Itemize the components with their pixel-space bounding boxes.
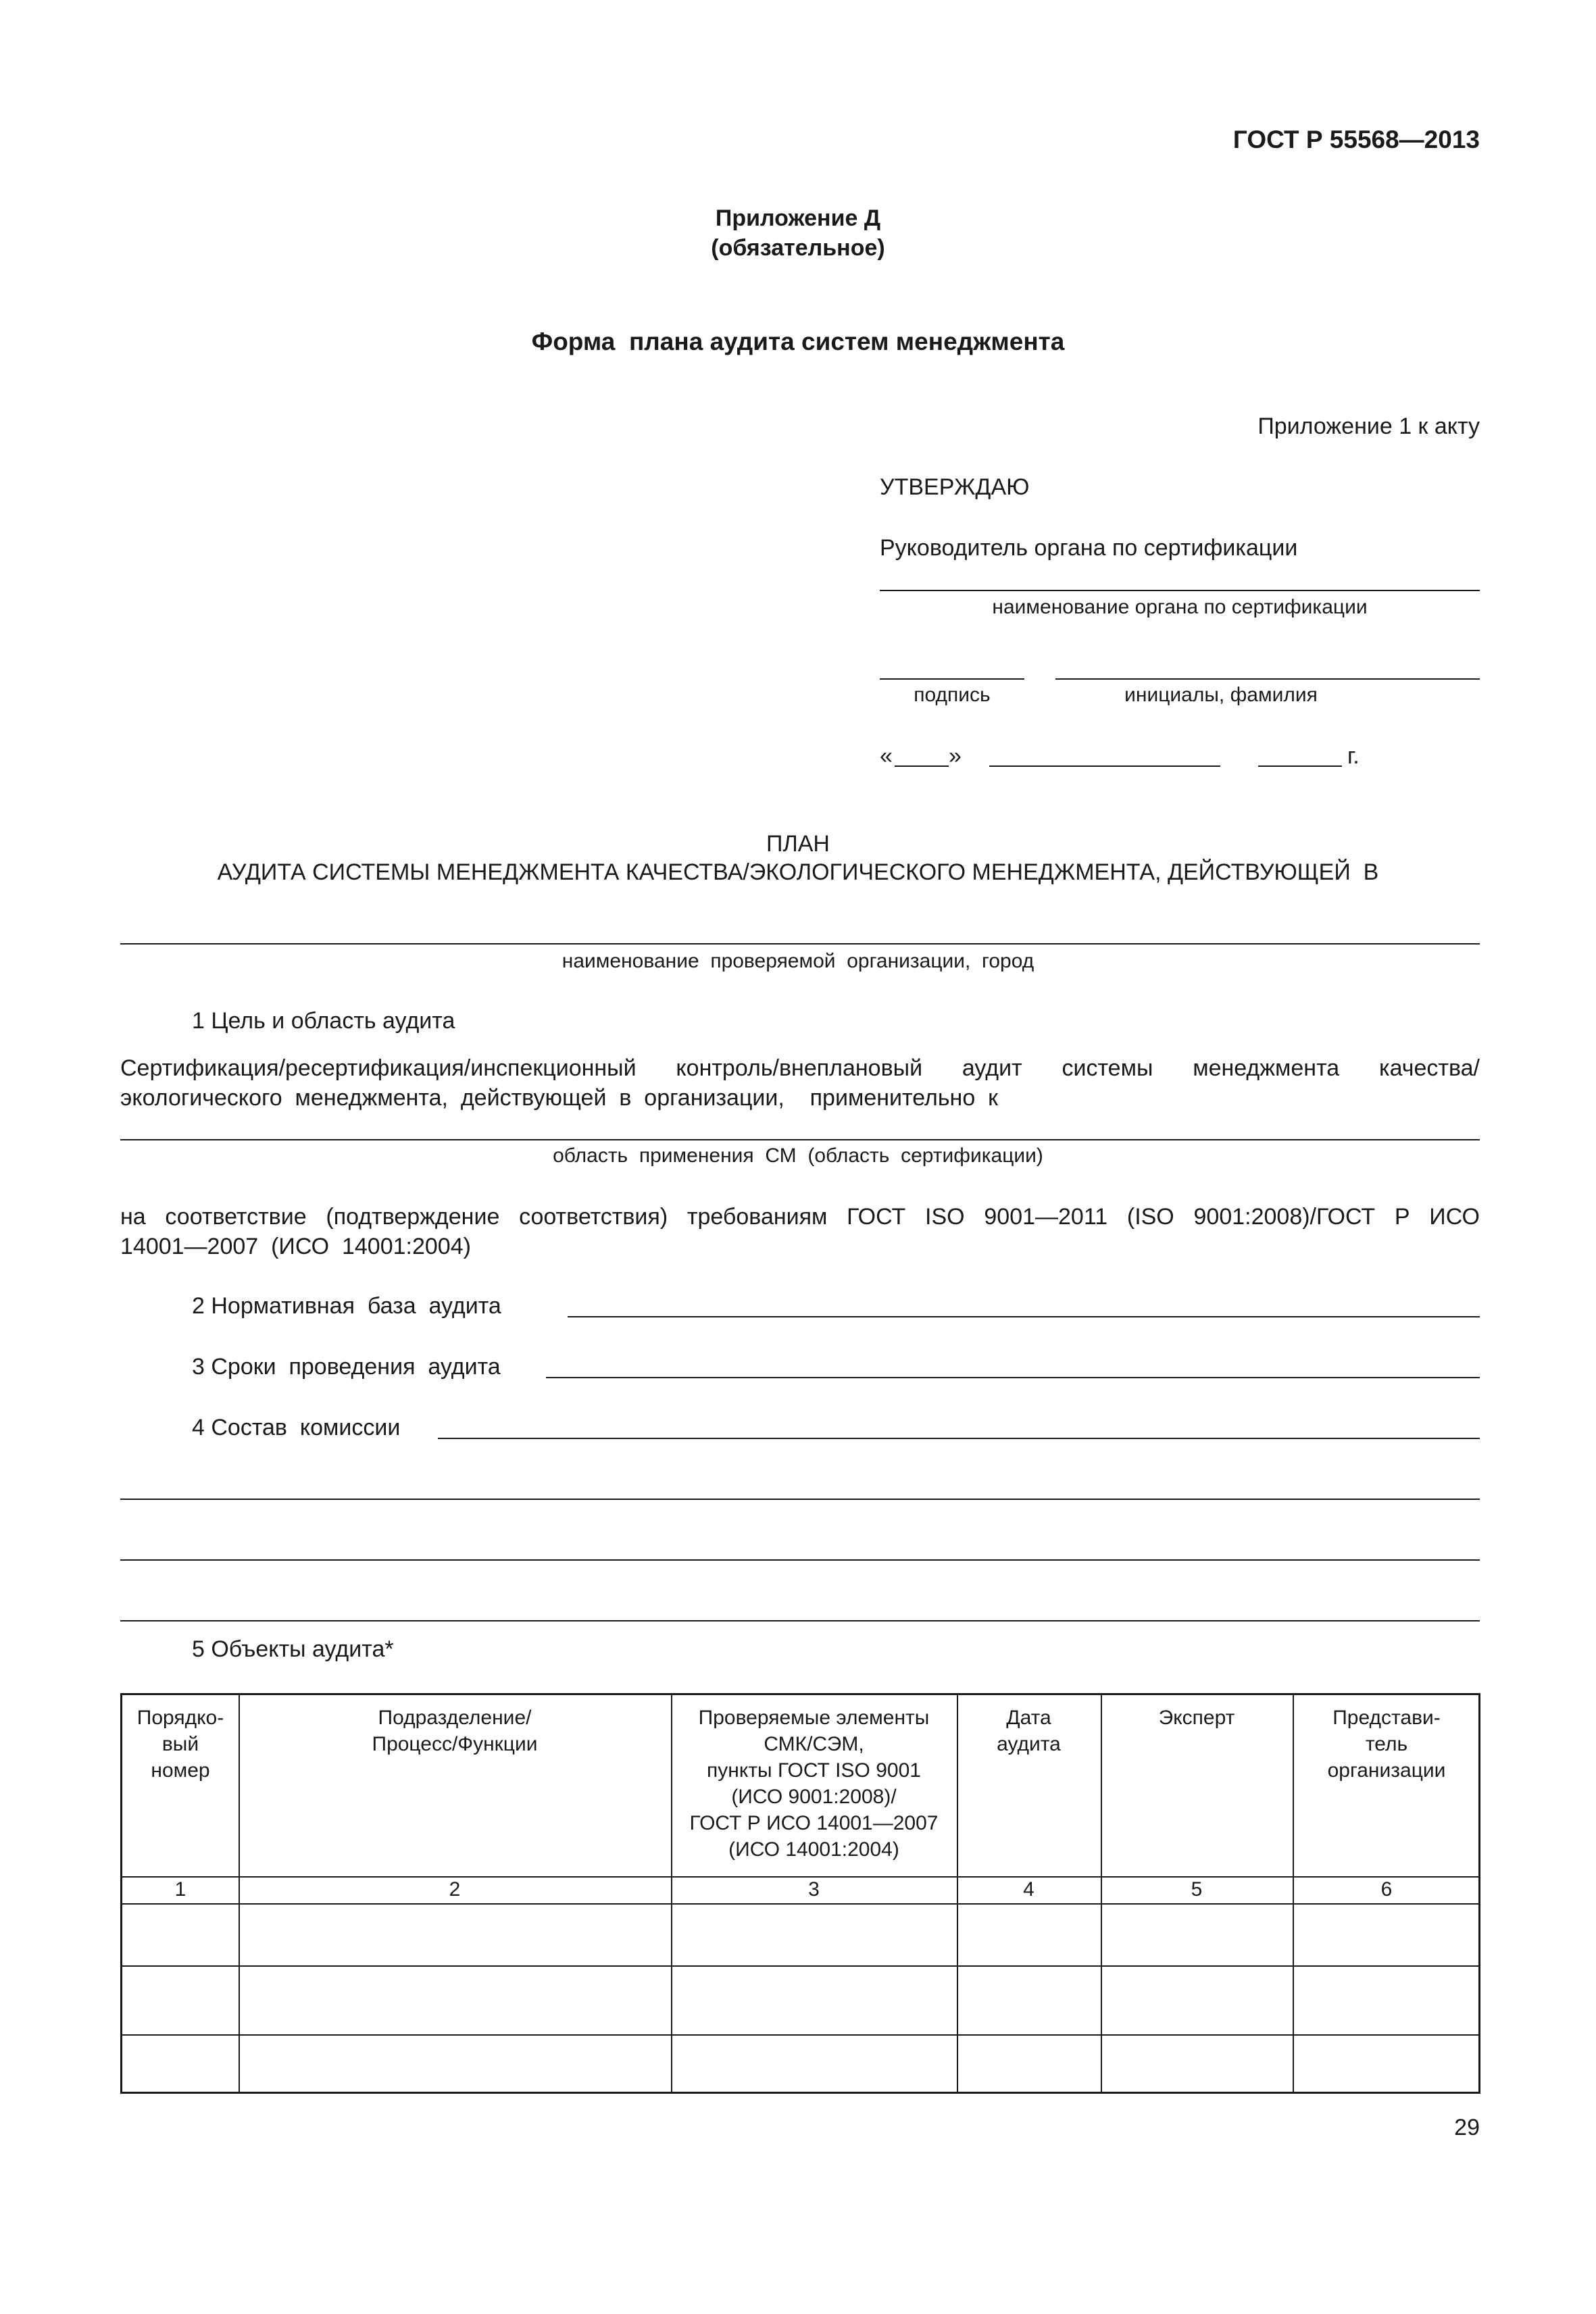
header-sequence-number: Порядко- вый номер (136, 1707, 224, 1782)
section-3-label: 3 Сроки проведения аудита (192, 1354, 501, 1380)
annex-title: Форма плана аудита систем менеджмента (531, 328, 1065, 355)
table-row[interactable] (122, 1967, 1478, 2034)
section-4-label: 4 Состав комиссии (192, 1415, 401, 1440)
document-number: ГОСТ Р 55568—2013 (1232, 126, 1480, 153)
audit-objects-table (120, 1693, 1480, 2094)
column-number: 2 (449, 1878, 461, 1901)
annex-label: Приложение Д (715, 205, 881, 231)
commission-line-3[interactable] (120, 1559, 1480, 1561)
conformity-text-line-1: на соответствие (подтверждение соответствия) требованиям ГОСТ ISO 9001—2011 (ISO 9001:2008)/ГОСТ Р ИСО (120, 1204, 1480, 1230)
table-row[interactable] (122, 2036, 1478, 2094)
attachment-note: Приложение 1 к акту (1257, 413, 1480, 439)
header-audited-elements: Проверяемые элементы СМК/СЭМ, пункты ГОСТ ISO 9001 (ИСО 9001:2008)/ ГОСТ Р ИСО 14001—2007 (ИСО 14001:2004) (689, 1707, 939, 1861)
date-day-line[interactable] (895, 765, 949, 767)
year-suffix: г. (1347, 743, 1360, 769)
column-number: 5 (1191, 1878, 1203, 1901)
commission-line-1[interactable] (438, 1438, 1480, 1439)
date-open-quote: « (880, 743, 893, 769)
approve-stamp-label: УТВЕРЖДАЮ (880, 474, 1030, 500)
audited-organization-caption: наименование проверяемой организации, город (562, 950, 1034, 972)
approver-position: Руководитель органа по сертификации (880, 535, 1298, 561)
header-audit-date: Дата аудита (997, 1707, 1061, 1755)
column-number: 6 (1380, 1878, 1393, 1901)
section-5-heading: 5 Объекты аудита* (192, 1636, 394, 1662)
annex-status: (обязательное) (711, 235, 885, 261)
normative-base-line[interactable] (568, 1316, 1480, 1317)
plan-subtitle: АУДИТА СИСТЕМЫ МЕНЕДЖМЕНТА КАЧЕСТВА/ЭКОЛОГИЧЕСКОГО МЕНЕДЖМЕНТА, ДЕЙСТВУЮЩЕЙ В (217, 859, 1379, 885)
page-number: 29 (1454, 2115, 1480, 2140)
name-line[interactable] (1055, 678, 1480, 680)
header-department-process: Подразделение/ Процесс/Функции (372, 1707, 538, 1755)
header-expert: Эксперт (1158, 1707, 1235, 1729)
header-organization-representative: Представи- тель организации (1327, 1707, 1446, 1782)
name-caption: инициалы, фамилия (1124, 684, 1318, 706)
table-row[interactable] (122, 1905, 1478, 1965)
conformity-text-line-2: 14001—2007 (ИСО 14001:2004) (120, 1234, 471, 1259)
signature-line[interactable] (880, 678, 1024, 680)
signature-caption: подпись (914, 684, 991, 706)
section-1-text-line-2: экологического менеджмента, действующей в организации, применительно к (120, 1085, 998, 1111)
scope-line[interactable] (120, 1139, 1480, 1140)
date-year-line[interactable] (1258, 765, 1342, 767)
date-close-quote: » (949, 743, 962, 769)
scope-caption: область применения СМ (область сертификации) (553, 1145, 1043, 1167)
audit-dates-line[interactable] (546, 1377, 1480, 1378)
commission-line-2[interactable] (120, 1499, 1480, 1500)
certification-body-caption: наименование органа по сертификации (992, 596, 1368, 618)
section-2-label: 2 Нормативная база аудита (192, 1293, 501, 1319)
commission-line-4[interactable] (120, 1620, 1480, 1621)
section-1-heading: 1 Цель и область аудита (192, 1008, 455, 1034)
date-month-line[interactable] (989, 765, 1220, 767)
column-number: 3 (808, 1878, 820, 1901)
plan-title: ПЛАН (766, 831, 830, 857)
column-number: 4 (1023, 1878, 1034, 1901)
certification-body-line[interactable] (880, 590, 1480, 591)
column-number: 1 (174, 1878, 186, 1901)
section-1-text-line-1: Сертификация/ресертификация/инспекционный контроль/внеплановый аудит системы менеджмента качества/ (120, 1055, 1480, 1081)
audited-organization-line[interactable] (120, 943, 1480, 945)
